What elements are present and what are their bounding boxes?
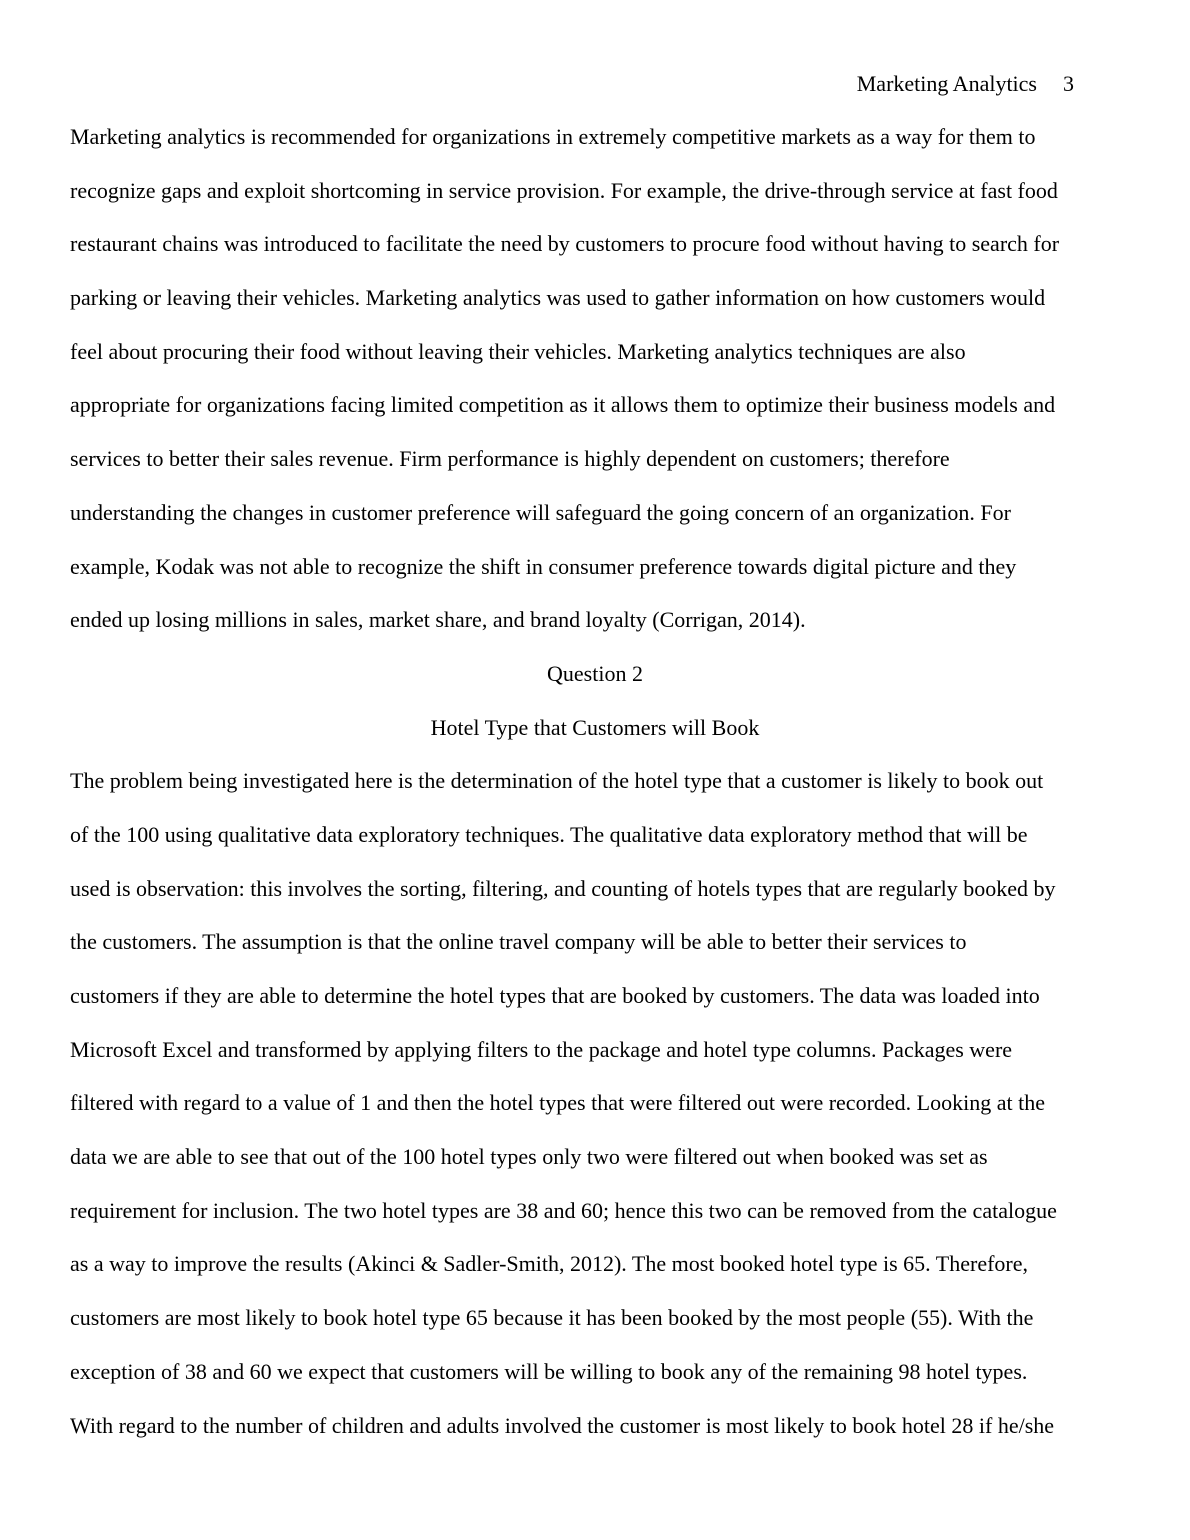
paragraph-hotel-type [70, 754, 1130, 1452]
text-line: With regard to the number of children and adults involved the customer is most likely to book hotel 28 if he/she [70, 1412, 1055, 1438]
text-line: of the 100 using qualitative data exploratory techniques. The qualitative data exploratory method that will be [70, 821, 1028, 847]
text-line: services to better their sales revenue. Firm performance is highly dependent on customers; therefore [70, 446, 950, 472]
text-line: recognize gaps and exploit shortcoming in service provision. For example, the drive-through service at fast food [70, 177, 1058, 203]
text-line: data we are able to see that out of the 100 hotel types only two were filtered out when booked was set as [70, 1144, 988, 1170]
text-line: Microsoft Excel and transformed by applying filters to the package and hotel type columns. Packages were [70, 1036, 1013, 1062]
text-line: example, Kodak was not able to recognize the shift in consumer preference towards digital picture and they [70, 553, 1017, 579]
text-line: requirement for inclusion. The two hotel types are 38 and 60; hence this two can be removed from the catalogue [70, 1197, 1057, 1223]
section-heading: Question 2 [547, 660, 643, 686]
text-line: parking or leaving their vehicles. Marketing analytics was used to gather information on how customers would [70, 285, 1046, 311]
section-subheading: Hotel Type that Customers will Book [430, 714, 760, 740]
text-line: ended up losing millions in sales, market share, and brand loyalty (Corrigan, 2014). [70, 607, 806, 633]
text-line: The problem being investigated here is the determination of the hotel type that a customer is likely to book out [70, 768, 1044, 794]
text-line: as a way to improve the results (Akinci & Sadler-Smith, 2012). The most booked hotel type is 65. Therefore, [70, 1251, 1028, 1277]
running-title: Marketing Analytics [856, 71, 1037, 96]
text-line: exception of 38 and 60 we expect that customers will be willing to book any of the remaining 98 hotel types. [70, 1358, 1028, 1384]
text-line: the customers. The assumption is that the online travel company will be able to better their services to [70, 929, 967, 955]
text-line: Marketing analytics is recommended for organizations in extremely competitive markets as a way for them to [70, 124, 1036, 149]
page-number: 3 [1063, 71, 1074, 96]
text-line: feel about procuring their food without leaving their vehicles. Marketing analytics techniques are also [70, 338, 966, 364]
text-line: customers if they are able to determine the hotel types that are booked by customers. The data was loaded into [70, 983, 1040, 1008]
text-line: understanding the changes in customer preference will safeguard the going concern of an organization. For [70, 499, 1011, 525]
running-head [857, 70, 1074, 98]
body-text [70, 110, 1130, 1452]
text-line: appropriate for organizations facing limited competition as it allows them to optimize their business models and [70, 392, 1056, 418]
text-line: used is observation: this involves the sorting, filtering, and counting of hotels types that are regularly booked by [70, 875, 1056, 901]
paragraph-marketing-analytics [70, 110, 1130, 647]
text-line: customers are most likely to book hotel type 65 because it has been booked by the most people (55). With the [70, 1305, 1034, 1331]
text-line: restaurant chains was introduced to facilitate the need by customers to procure food without having to search for [70, 231, 1060, 257]
text-line: filtered with regard to a value of 1 and then the hotel types that were filtered out were recorded. Looking at the [70, 1090, 1045, 1116]
